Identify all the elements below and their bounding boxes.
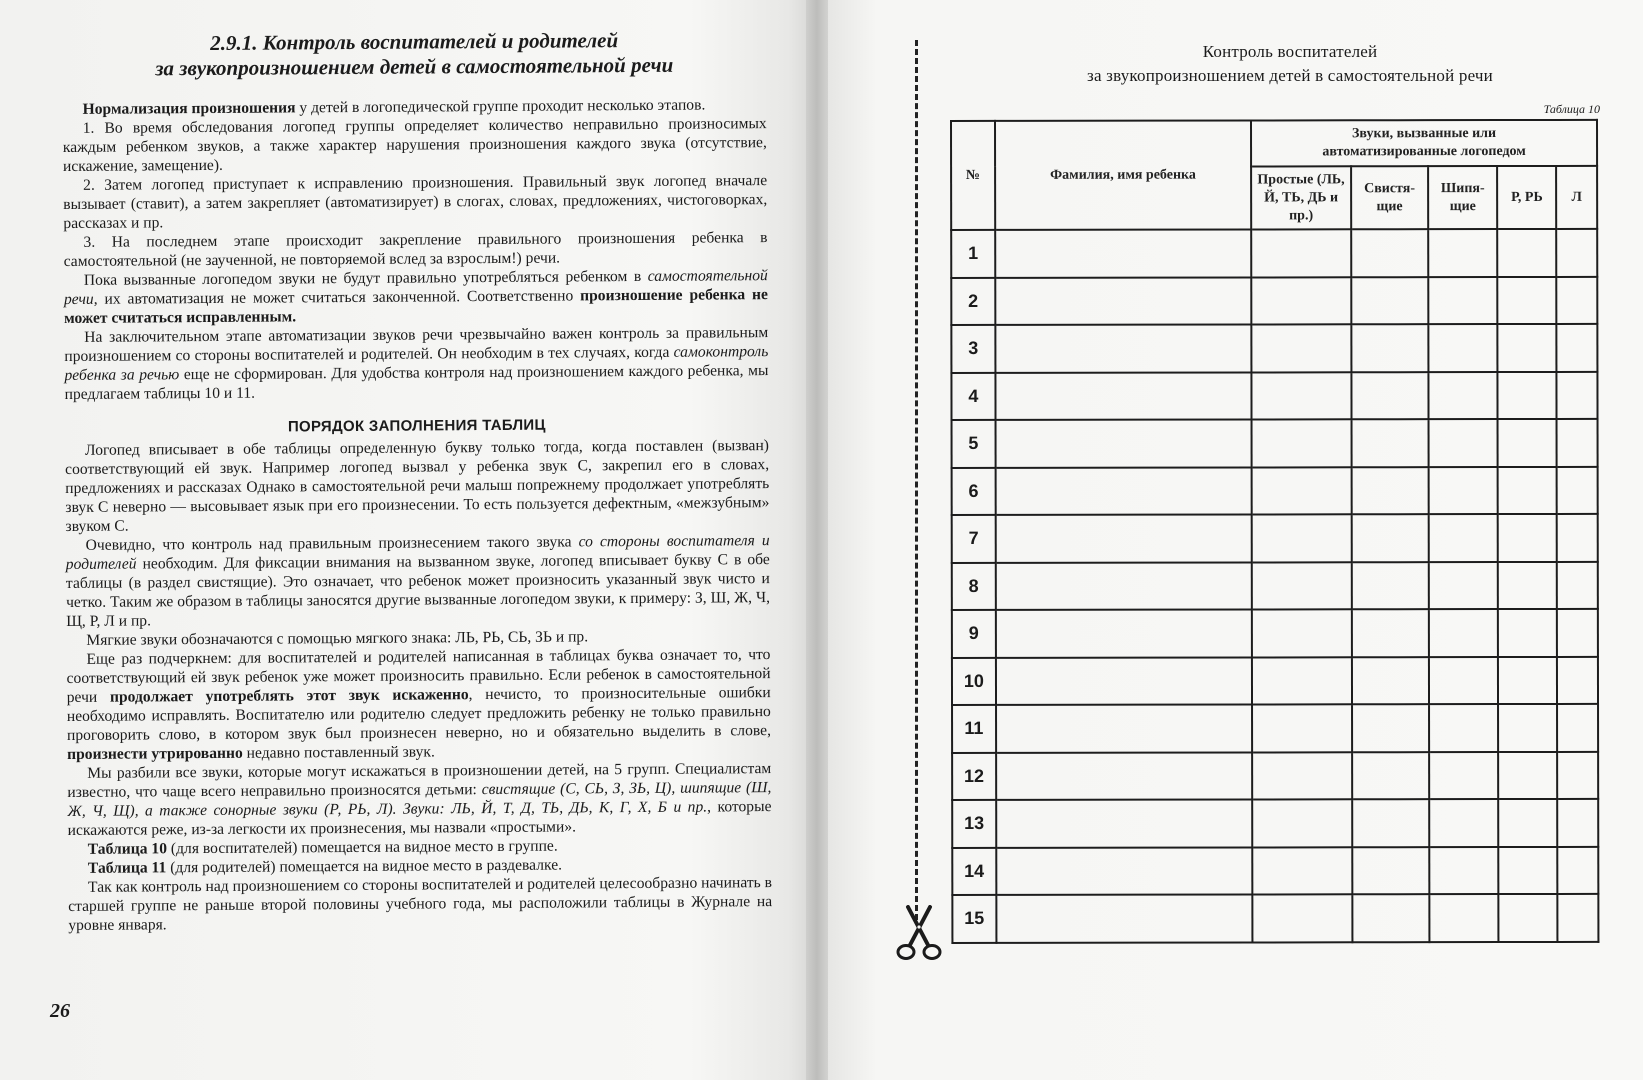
- header-l: Л: [1556, 166, 1597, 229]
- cell-child-name[interactable]: [995, 372, 1251, 420]
- row-number: 8: [952, 562, 996, 610]
- cell-l[interactable]: [1557, 371, 1598, 419]
- cell-r[interactable]: [1498, 751, 1557, 799]
- paragraph-8: [66, 531, 771, 631]
- cell-whistling[interactable]: [1352, 562, 1429, 610]
- row-number: 15: [952, 895, 996, 943]
- cell-whistling[interactable]: [1351, 324, 1428, 372]
- cell-r[interactable]: [1497, 229, 1556, 277]
- cell-r[interactable]: [1498, 609, 1557, 657]
- p12-bold: Таблица 10: [87, 840, 168, 858]
- table-row: [952, 514, 1598, 563]
- paragraph-14: Так как контроль над произношением со стороны воспитателей и родителей целесообразно начинать в старшей группе не раньше второй половины учебного года, мы расположили таблицы в Журнале на уровне января.: [68, 874, 773, 934]
- cell-child-name[interactable]: [996, 799, 1252, 847]
- p10-c: недавно поставленный звук.: [242, 743, 435, 762]
- cell-child-name[interactable]: [995, 277, 1251, 325]
- cell-whistling[interactable]: [1352, 894, 1429, 942]
- p10-bold1: продолжает употреблять этот звук искаженно: [109, 686, 469, 706]
- row-number: 12: [952, 752, 996, 800]
- paragraph-5: [64, 266, 768, 328]
- p5-a: Пока вызванные логопедом звуки не будут правильно употребляться ребенком в: [83, 267, 648, 289]
- p6-italic: самоконтроль ребенка за речью: [64, 343, 769, 384]
- paragraph-6: [64, 323, 769, 404]
- row-number: 9: [952, 610, 996, 658]
- cell-l[interactable]: [1557, 561, 1598, 609]
- header-hissing: Шипя-щие: [1428, 166, 1497, 229]
- cell-hissing[interactable]: [1429, 752, 1498, 800]
- cell-simple[interactable]: [1252, 847, 1352, 895]
- cell-l[interactable]: [1556, 229, 1597, 277]
- cell-whistling[interactable]: [1352, 657, 1429, 705]
- cell-child-name[interactable]: [995, 514, 1251, 562]
- left-page-content: [62, 19, 772, 935]
- cell-r[interactable]: [1498, 704, 1557, 752]
- cell-whistling[interactable]: [1352, 799, 1429, 847]
- table-row: [952, 419, 1598, 468]
- cell-simple[interactable]: [1252, 467, 1352, 515]
- cell-child-name[interactable]: [996, 752, 1252, 800]
- cell-simple[interactable]: [1252, 514, 1352, 562]
- p11-italic: свистящие (С, СЬ, З, ЗЬ, Ц), шипящие (Ш, Ж, Ч, Щ), а также сонорные звуки (Р, РЬ, Л). Звуки: ЛЬ, Й, Т, Д, ТЬ, ДЬ, К, Г, Х, Б и пр.: [67, 779, 772, 820]
- cell-whistling[interactable]: [1352, 704, 1429, 752]
- cell-child-name[interactable]: [996, 609, 1252, 657]
- paragraph-10: [66, 645, 771, 764]
- p10-b: , нечисто, то произносительные ошибки необходимо исправлять. Воспитателю или родителю следует предложить ребенку не только правильно проговорить слово, в котором звук был произнесен неверно, но и обязательно выделить в слове,: [66, 684, 772, 744]
- p1-rest: у детей в логопедической группе проходит несколько этапов.: [295, 96, 706, 117]
- cell-whistling[interactable]: [1351, 419, 1428, 467]
- sound-control-table: [950, 119, 1599, 944]
- p12-rest: (для воспитателей) помещается на видное место в группе.: [166, 837, 558, 858]
- cell-child-name[interactable]: [995, 229, 1251, 277]
- row-number: 3: [951, 325, 995, 373]
- cell-r[interactable]: [1498, 514, 1557, 562]
- cell-child-name[interactable]: [995, 419, 1251, 467]
- cut-line: [915, 40, 918, 920]
- table-row: [952, 799, 1598, 848]
- cell-whistling[interactable]: [1352, 847, 1429, 895]
- cell-child-name[interactable]: [996, 704, 1252, 752]
- cell-r[interactable]: [1498, 656, 1557, 704]
- row-number: 4: [951, 372, 995, 420]
- cell-whistling[interactable]: [1351, 467, 1428, 515]
- cell-l[interactable]: [1558, 894, 1599, 942]
- page-number: 26: [50, 1000, 70, 1022]
- p10-a: Еще раз подчеркнем: для воспитателей и родителей написанная в таблицах буква означает то, что соответствующий ей звук ребенок уже может произносить правильно. Если ребенок в самостоятельной речи: [66, 646, 771, 706]
- cell-child-name[interactable]: [996, 562, 1252, 610]
- cell-simple[interactable]: [1252, 799, 1352, 847]
- cell-hissing[interactable]: [1429, 419, 1498, 467]
- row-number: 14: [952, 847, 996, 895]
- header-child-name: Фамилия, имя ребенка: [995, 120, 1252, 229]
- cell-hissing[interactable]: [1429, 657, 1498, 705]
- left-page: [0, 0, 812, 1080]
- cell-whistling[interactable]: [1351, 514, 1428, 562]
- p8-a: Очевидно, что контроль над правильным произнесением такого звука: [85, 533, 579, 554]
- row-number: 5: [952, 420, 996, 468]
- row-number: 6: [952, 467, 996, 515]
- header-r: Р, РЬ: [1497, 166, 1556, 229]
- cell-r[interactable]: [1498, 466, 1557, 514]
- p11-a: Мы разбили все звуки, которые могут искажаться в произношении детей, на 5 групп. Специалистам известно, что чаще всего неправильно произносятся детьми:: [67, 760, 772, 801]
- cell-l[interactable]: [1557, 656, 1598, 704]
- cell-hissing[interactable]: [1429, 514, 1498, 562]
- cell-simple[interactable]: [1252, 609, 1352, 657]
- cell-l[interactable]: [1557, 419, 1598, 467]
- cell-r[interactable]: [1498, 324, 1557, 372]
- paragraph-3: 2. Затем логопед приступает к исправлению произношения. Правильный звук логопед вначале вызывает (ставит), а затем закрепляет (автоматизирует) в слогах, словах, предложениях, чистоговорках, рассказах и пр.: [63, 172, 768, 232]
- cell-simple[interactable]: [1251, 324, 1351, 372]
- paragraph-4: 3. На последнем этапе происходит закрепление правильного произношения ребенка в самостоятельной (не заученной, не повторяемой вслед за взрослым!) речи.: [63, 229, 768, 270]
- cell-l[interactable]: [1557, 609, 1598, 657]
- paragraph-2: 1. Во время обследования логопед группы определяет количество неправильно произносимых каждым ребенком звуков, а также характер нарушения произношения каждого звука (отсутствие, искажение, замещение).: [62, 115, 767, 175]
- cell-hissing[interactable]: [1428, 277, 1497, 325]
- cell-hissing[interactable]: [1429, 894, 1498, 942]
- cell-l[interactable]: [1557, 799, 1598, 847]
- section-title-line2: за звукопроизношением детей в самостоятельной речи: [155, 52, 674, 81]
- header-sounds-group: Звуки, вызванные или автоматизированные логопедом: [1251, 120, 1597, 167]
- table-caption: Таблица 10: [1543, 102, 1600, 116]
- cell-child-name[interactable]: [995, 467, 1251, 515]
- cell-hissing[interactable]: [1429, 372, 1498, 420]
- cell-whistling[interactable]: [1351, 277, 1428, 325]
- table-row: [952, 704, 1598, 753]
- paragraph-7: Логопед вписывает в обе таблицы определенную букву только тогда, когда поставлен (вызван) соответствующий ей звук. Например логопед вызвал у ребенка звук С, закрепил его в словах, предложениях и рассказах Однако в самостоятельной речи малыш попрежнему продолжает употреблять звук С неверно — высовывает язык при его произнесении. То есть пользуется дефектным, «межзубным» звуком С.: [65, 437, 770, 535]
- row-number: 11: [952, 705, 996, 753]
- table-row: [951, 371, 1597, 420]
- table-row: [952, 561, 1598, 610]
- header-whistling: Свистя-щие: [1351, 166, 1428, 229]
- table-row: [952, 894, 1598, 943]
- row-number: 7: [952, 515, 996, 563]
- cell-hissing[interactable]: [1429, 799, 1498, 847]
- table-body: [951, 229, 1598, 943]
- cell-l[interactable]: [1557, 324, 1598, 372]
- p5-italic: самостоятельной речи: [63, 267, 768, 308]
- cell-simple[interactable]: [1252, 419, 1352, 467]
- paragraph-11: [67, 759, 772, 840]
- cell-simple[interactable]: [1251, 277, 1351, 325]
- cell-whistling[interactable]: [1351, 229, 1428, 277]
- cell-l[interactable]: [1557, 514, 1598, 562]
- cell-whistling[interactable]: [1352, 609, 1429, 657]
- subheading-fill-order: ПОРЯДОК ЗАПОЛНЕНИЯ ТАБЛИЦ: [287, 416, 546, 436]
- cell-l[interactable]: [1557, 751, 1598, 799]
- p10-bold2: произнести утрированно: [67, 744, 243, 763]
- cell-simple[interactable]: [1252, 372, 1352, 420]
- p8-b: необходим. Для фиксации внимания на вызванном звуке, логопед вписывает букву С в обе таблицы (в раздел свистящие). Это означает, что ребенок может произносить указанный звук чисто и четко. Таким же образом в таблицы заносятся другие вызванные логопедом звуки, к примеру: З, Ш, Ж, Ч, Щ, Р, Л и пр.: [65, 551, 771, 630]
- table-row: [952, 846, 1598, 895]
- p13-bold: Таблица 11: [87, 859, 167, 877]
- cell-hissing[interactable]: [1429, 609, 1498, 657]
- table-row: [952, 466, 1598, 515]
- table-row: [952, 609, 1598, 658]
- cell-r[interactable]: [1498, 276, 1557, 324]
- row-number: 13: [952, 800, 996, 848]
- scissors-icon: [895, 905, 943, 961]
- cell-l[interactable]: [1557, 276, 1598, 324]
- cell-simple[interactable]: [1252, 894, 1352, 942]
- p11-b: , которые искажаются реже, из-за легкости их произнесения, мы назвали «простыми».: [67, 798, 772, 839]
- cell-r[interactable]: [1498, 419, 1557, 467]
- cell-simple[interactable]: [1252, 752, 1352, 800]
- cell-whistling[interactable]: [1351, 372, 1428, 420]
- table-title-line1: Контроль воспитателей: [1202, 42, 1378, 61]
- table-row: [951, 324, 1597, 373]
- cell-simple[interactable]: [1251, 229, 1351, 277]
- cell-child-name[interactable]: [995, 324, 1251, 372]
- cell-r[interactable]: [1499, 894, 1558, 942]
- cell-r[interactable]: [1498, 561, 1557, 609]
- cell-child-name[interactable]: [996, 894, 1252, 942]
- p5-b: , их автоматизация не может считаться законченной. Соответственно: [93, 287, 581, 308]
- cell-hissing[interactable]: [1429, 467, 1498, 515]
- cell-hissing[interactable]: [1428, 324, 1497, 372]
- header-simple: Простые (ЛЬ, Й, ТЬ, ДЬ и пр.): [1251, 166, 1351, 229]
- table-row: [952, 656, 1598, 705]
- cell-hissing[interactable]: [1429, 562, 1498, 610]
- cell-hissing[interactable]: [1429, 847, 1498, 895]
- body-text: [63, 95, 773, 935]
- p13-rest: (для родителей) помещается на видное место в раздевалке.: [166, 856, 563, 877]
- table-row: [951, 229, 1597, 278]
- p6-b: еще не сформирован. Для удобства контроля над произношением каждого ребенка, мы предлагаем таблицы 10 и 11.: [64, 362, 769, 403]
- cell-simple[interactable]: [1252, 704, 1352, 752]
- cell-l[interactable]: [1557, 704, 1598, 752]
- row-number: 2: [951, 277, 995, 325]
- cell-r[interactable]: [1498, 371, 1557, 419]
- p6-a: На заключительном этапе автоматизации звуков речи чрезвычайно важен контроль за правильным произношением со стороны воспитателей и родителей. Он необходим в тех случаях, когда: [64, 324, 769, 365]
- cell-hissing[interactable]: [1429, 704, 1498, 752]
- cell-l[interactable]: [1558, 846, 1599, 894]
- paragraph-9: Мягкие звуки обозначаются с помощью мягкого знака: ЛЬ, РЬ, СЬ, ЗЬ и пр.: [86, 628, 589, 649]
- cell-simple[interactable]: [1252, 657, 1352, 705]
- header-number: №: [951, 121, 995, 230]
- table-title: [980, 40, 1600, 88]
- section-title-line1: 2.9.1. Контроль воспитателей и родителей: [210, 28, 619, 55]
- cell-whistling[interactable]: [1352, 752, 1429, 800]
- table-row: [952, 751, 1598, 800]
- p8-italic: со стороны воспитателя и родителей: [65, 532, 770, 573]
- row-number: 10: [952, 657, 996, 705]
- p1-bold: Нормализация произношения: [82, 99, 296, 118]
- section-title: [62, 27, 766, 82]
- cell-child-name[interactable]: [996, 847, 1252, 895]
- book-gutter: [806, 0, 830, 1080]
- cell-l[interactable]: [1557, 466, 1598, 514]
- cell-simple[interactable]: [1252, 562, 1352, 610]
- p5-bold: произношение ребенка не может считаться исправленным.: [63, 286, 768, 327]
- table-title-line2: за звукопроизношением детей в самостоятельной речи: [1087, 66, 1493, 85]
- cell-r[interactable]: [1499, 846, 1558, 894]
- cell-r[interactable]: [1498, 799, 1557, 847]
- table-row: [951, 276, 1597, 325]
- cell-child-name[interactable]: [996, 657, 1252, 705]
- cell-hissing[interactable]: [1428, 229, 1497, 277]
- row-number: 1: [951, 230, 995, 278]
